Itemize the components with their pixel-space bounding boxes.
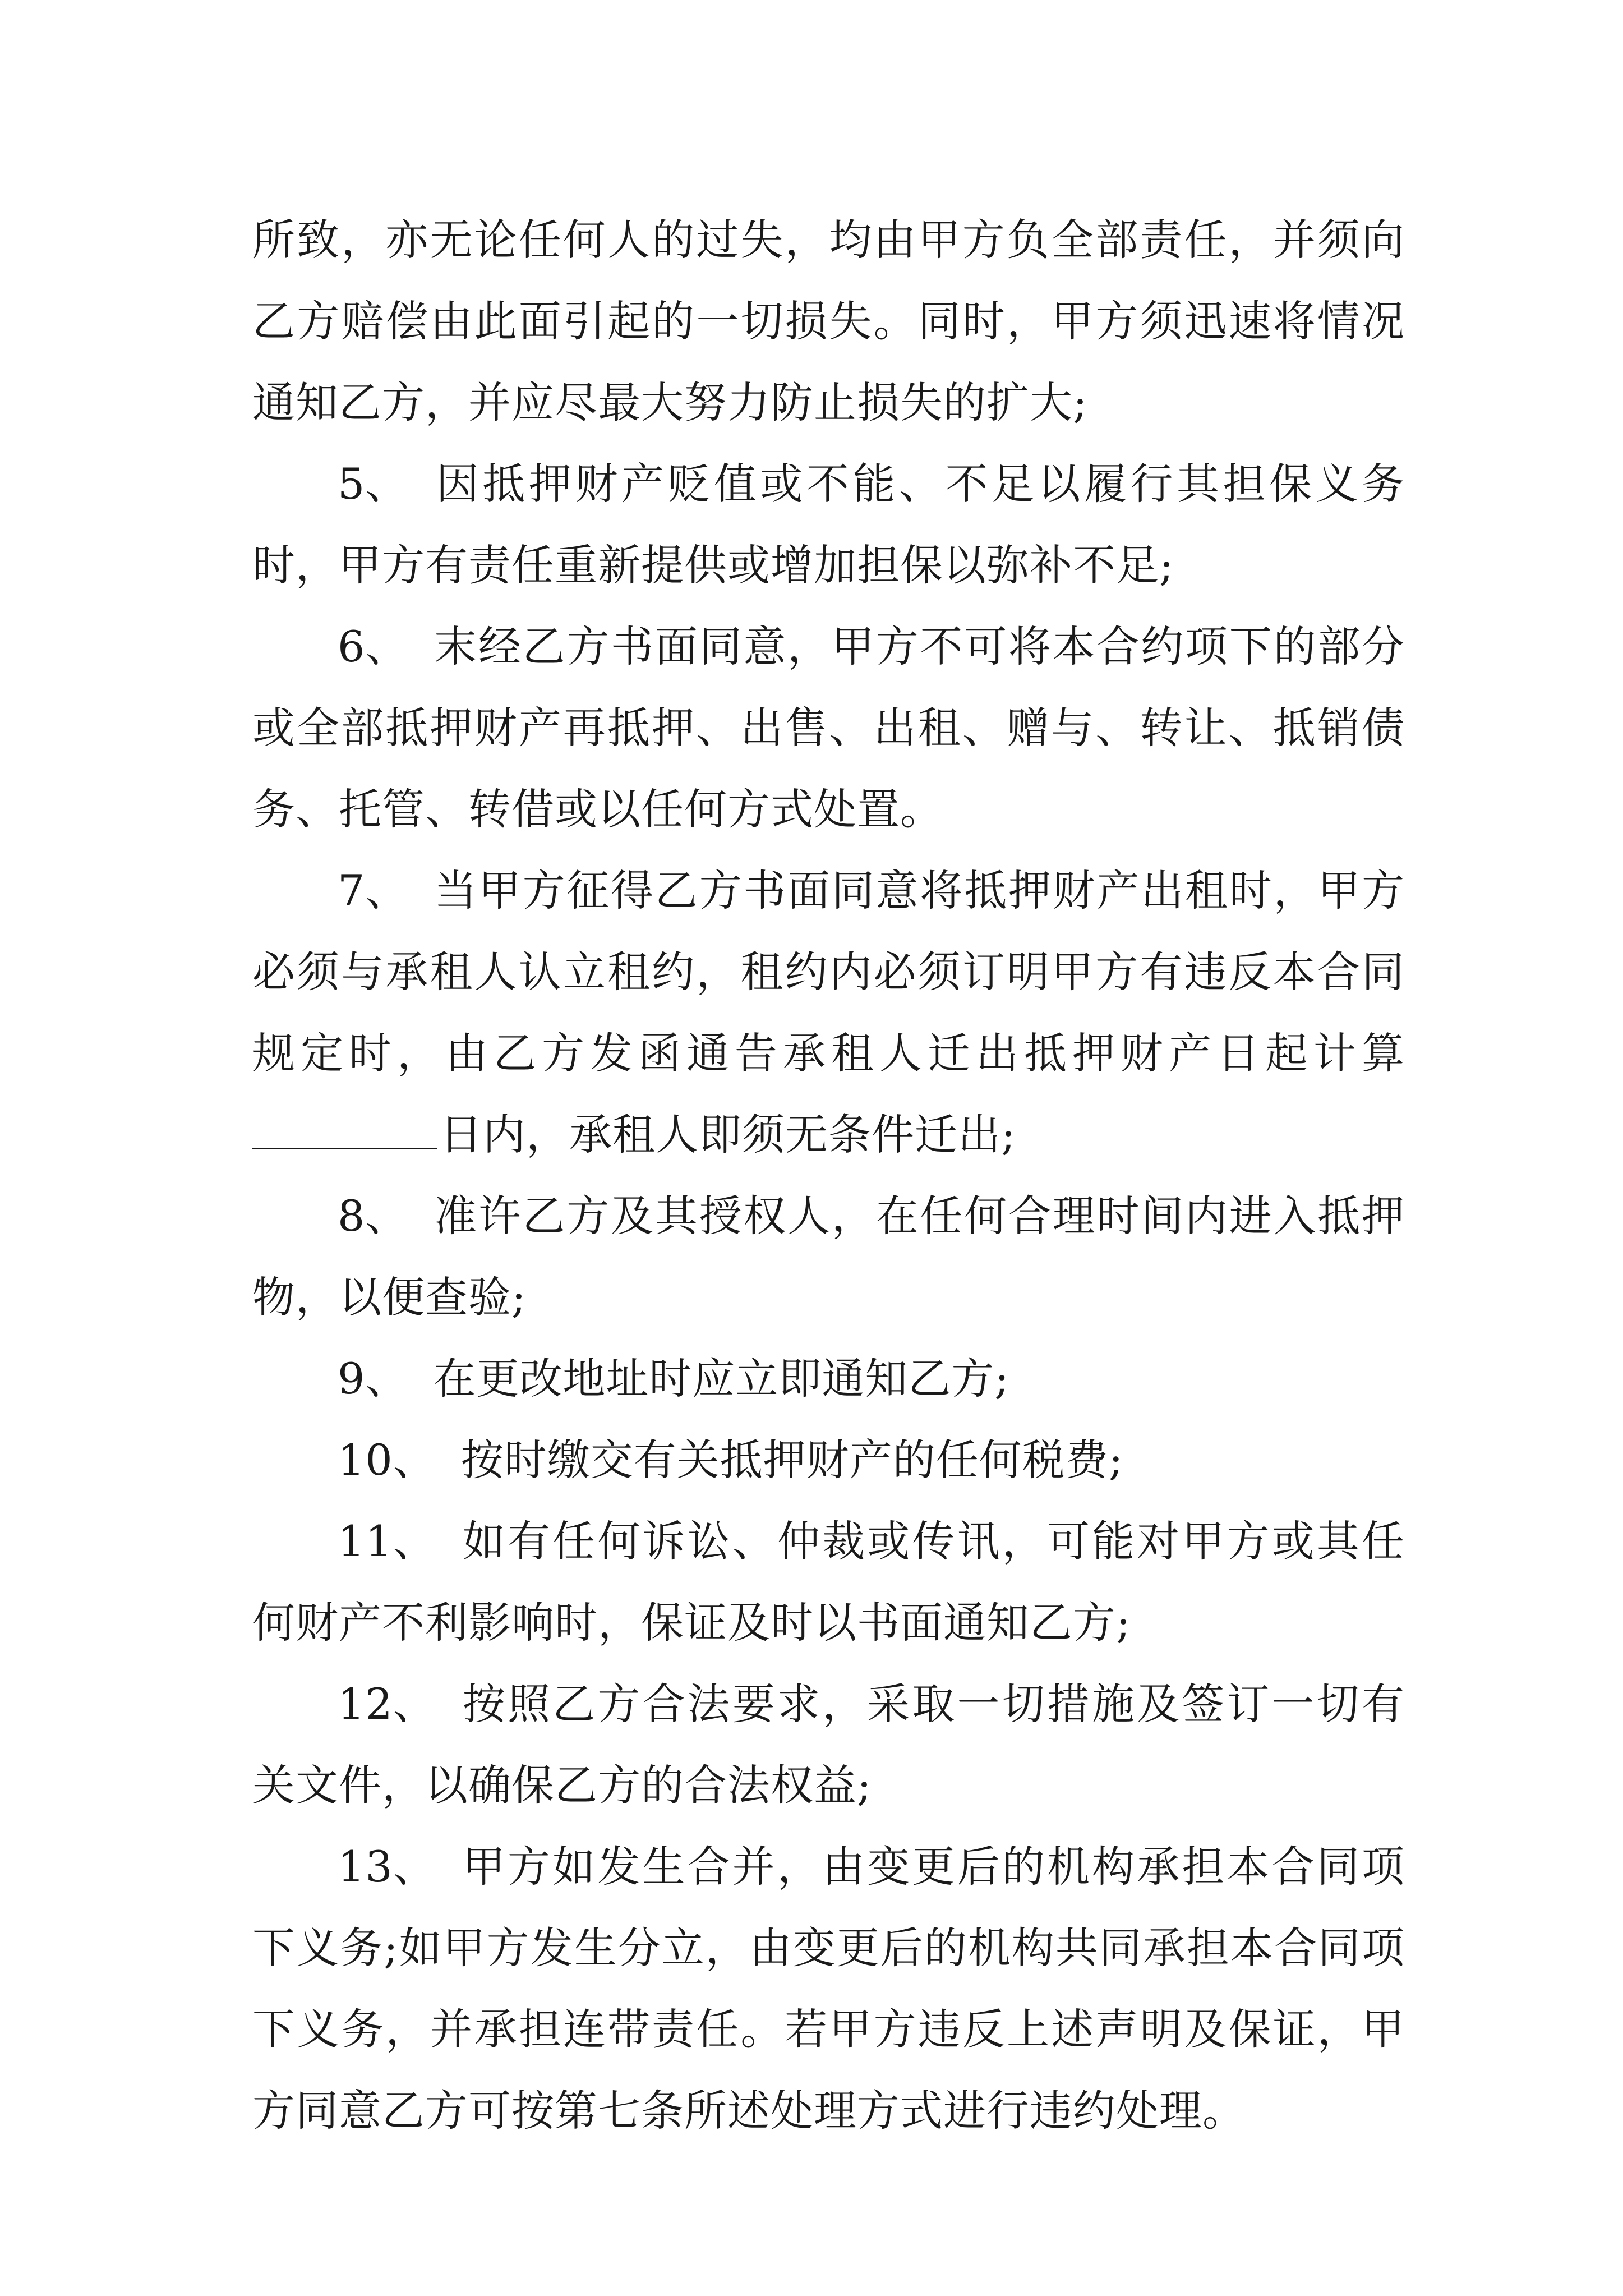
paragraph-item-7 bbox=[252, 850, 1405, 1175]
paragraph-text: 因抵押财产贬值或不能、不足以履行其担保义务时，甲方有责任重新提供或增加担保以弥补不足; bbox=[252, 459, 1405, 590]
paragraph-continuation bbox=[252, 199, 1405, 443]
paragraph-text: 在更改地址时应立即通知乙方; bbox=[433, 1354, 1009, 1404]
item-number: 7、 bbox=[338, 866, 409, 915]
paragraph-text: 如有任何诉讼、仲裁或传讯，可能对甲方或其任何财产不利影响时，保证及时以书面通知乙方; bbox=[252, 1516, 1405, 1648]
paragraph-text: 按照乙方合法要求，采取一切措施及签订一切有关文件，以确保乙方的合法权益; bbox=[252, 1679, 1405, 1810]
document-body bbox=[252, 199, 1405, 2151]
paragraph-text: 所致，亦无论任何人的过失，均由甲方负全部责任，并须向乙方赔偿由此面引起的一切损失。同时，甲方须迅速将情况通知乙方，并应尽最大努力防止损失的扩大; bbox=[252, 215, 1405, 427]
paragraph-text: 按时缴交有关抵押财产的任何税费; bbox=[460, 1435, 1124, 1485]
item-number: 13、 bbox=[338, 1842, 436, 1892]
item-number: 10、 bbox=[338, 1435, 436, 1485]
paragraph-text-after-blank: 日内，承租人即须无条件迁出; bbox=[440, 1110, 1016, 1159]
paragraph-text: 准许乙方及其授权人，在任何合理时间内进入抵押物，以便查验; bbox=[252, 1191, 1405, 1322]
paragraph-item-11 bbox=[252, 1501, 1405, 1663]
paragraph-item-10 bbox=[252, 1419, 1405, 1501]
fill-in-blank bbox=[252, 1105, 437, 1149]
paragraph-item-8 bbox=[252, 1175, 1405, 1338]
item-number: 12、 bbox=[338, 1679, 436, 1729]
paragraph-item-6 bbox=[252, 606, 1405, 850]
paragraph-item-12 bbox=[252, 1663, 1405, 1826]
item-number: 6、 bbox=[338, 622, 409, 671]
paragraph-item-5 bbox=[252, 443, 1405, 606]
item-number: 9、 bbox=[338, 1354, 409, 1404]
paragraph-text: 甲方如发生合并，由变更后的机构承担本合同项下义务;如甲方发生分立，由变更后的机构共同承担本合同项下义务，并承担连带责任。若甲方违反上述声明及保证，甲方同意乙方可按第七条所述处理方式进行违约处理。 bbox=[252, 1842, 1405, 2136]
item-number: 8、 bbox=[338, 1191, 409, 1241]
paragraph-text: 当甲方征得乙方书面同意将抵押财产出租时，甲方必须与承租人认立租约，租约内必须订明甲方有违反本合同规定时，由乙方发函通告承租人迁出抵押财产日起计算 bbox=[252, 866, 1405, 1078]
item-number: 5、 bbox=[338, 459, 409, 509]
item-number: 11、 bbox=[338, 1516, 436, 1566]
paragraph-item-9 bbox=[252, 1338, 1405, 1419]
paragraph-text: 末经乙方书面同意，甲方不可将本合约项下的部分或全部抵押财产再抵押、出售、出租、赠与、转让、抵销债务、托管、转借或以任何方式处置。 bbox=[252, 622, 1405, 834]
paragraph-item-13 bbox=[252, 1826, 1405, 2151]
